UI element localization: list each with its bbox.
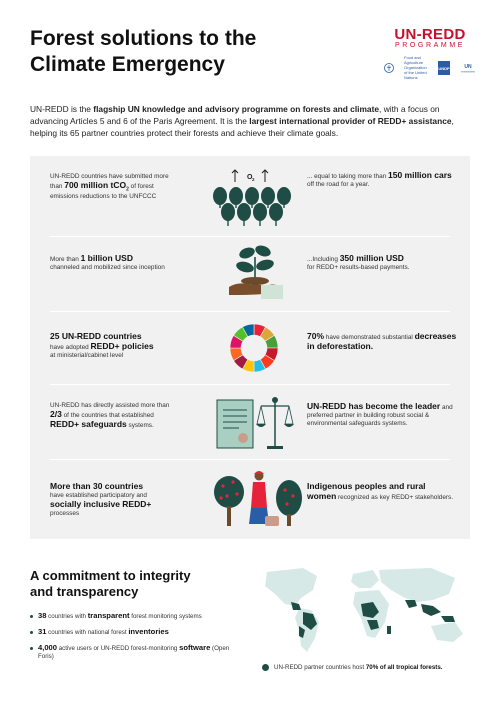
forest-co2-icon bbox=[207, 168, 297, 230]
stat-safeguards-bold: 2/3 bbox=[50, 409, 62, 419]
stat-safeguards-bold2: REDD+ safeguards bbox=[50, 419, 127, 429]
stat-cars-pre: ... equal to taking more than bbox=[307, 173, 388, 180]
legend-text-bold: 70% of all tropical forests. bbox=[365, 664, 443, 671]
bullet-text: countries with bbox=[46, 613, 88, 620]
row-divider bbox=[50, 459, 450, 460]
title-line-2: Climate Emergency bbox=[30, 53, 225, 76]
stat-safeguards bbox=[50, 402, 175, 430]
stat-inclusive bbox=[50, 482, 175, 518]
stat-deforestation-bold2: decreases in deforestation. bbox=[307, 331, 457, 351]
stat-deforestation bbox=[307, 332, 457, 352]
title-line-1: Forest solutions to the bbox=[30, 27, 257, 50]
stats-band bbox=[30, 156, 470, 539]
stat-cars-post: off the road for a year. bbox=[307, 181, 370, 188]
fao-logo-icon bbox=[384, 63, 394, 73]
stat-inclusive-bold2: socially inclusive REDD+ bbox=[50, 499, 152, 509]
intro-text-2: , with a focus on advancing Articles 5 and 6 of the Paris Agreement. It is the bbox=[30, 104, 440, 126]
stat-payments-post: for REDD+ results-based payments. bbox=[307, 264, 410, 271]
unep-logo-icon bbox=[460, 62, 476, 74]
legend-dot bbox=[262, 664, 269, 671]
stat-inclusive-bold: More than 30 countries bbox=[50, 481, 144, 491]
stat-emissions-post: of forest emissions reductions to the UNFCCC bbox=[50, 183, 157, 201]
stat-inclusive-post: processes bbox=[50, 510, 80, 517]
stat-payments-pre: ...Including bbox=[307, 256, 340, 263]
bullet-text-post: forest monitoring systems bbox=[129, 613, 202, 620]
stat-funding bbox=[50, 254, 175, 272]
stat-policies bbox=[50, 332, 175, 360]
stat-policies-post: at ministerial/cabinet level bbox=[50, 352, 124, 359]
commitment-heading-line-1: A commitment to integrity bbox=[30, 568, 191, 583]
bullet-text: countries with national forest bbox=[46, 629, 129, 636]
stat-funding-pre: More than bbox=[50, 256, 81, 263]
intro-bold-1: flagship UN knowledge and advisory programme on forests and climate bbox=[93, 104, 380, 114]
stat-policies-bold: 25 UN-REDD countries bbox=[50, 331, 142, 341]
stat-indigenous-post: recognized as key REDD+ stakeholders. bbox=[336, 494, 453, 501]
bullet-number: 38 bbox=[38, 611, 47, 620]
row-divider bbox=[50, 236, 450, 237]
svg-text:environment: environment bbox=[461, 70, 475, 73]
stat-emissions bbox=[50, 173, 175, 201]
stat-policies-bold2: REDD+ policies bbox=[90, 341, 154, 351]
stat-cars bbox=[307, 171, 457, 189]
legend-text bbox=[274, 664, 443, 671]
undp-logo-icon bbox=[438, 61, 450, 75]
woman-tree-icon bbox=[213, 468, 303, 530]
stat-safeguards-mid: of the countries that established bbox=[61, 412, 154, 419]
page-title bbox=[30, 26, 330, 78]
bullet-number: 31 bbox=[38, 627, 47, 636]
intro-paragraph bbox=[30, 103, 480, 139]
intro-bold-2: largest international provider of REDD+ assistance bbox=[249, 116, 452, 126]
stat-leader-bold: UN-REDD has become the leader bbox=[307, 401, 441, 411]
sdg-wheel-icon bbox=[228, 322, 280, 374]
stat-emissions-sub: 2 bbox=[126, 186, 129, 193]
bullet-number: 4,000 bbox=[38, 643, 58, 652]
bullet-text: active users or UN-REDD forest-monitoring bbox=[57, 645, 180, 652]
un-redd-logo bbox=[384, 26, 476, 80]
row-divider bbox=[50, 384, 450, 385]
commitment-heading bbox=[30, 568, 250, 600]
list-item bbox=[30, 628, 230, 637]
commitment-heading-line-2: and transparency bbox=[30, 584, 139, 599]
stat-funding-bold: 1 billion USD bbox=[80, 253, 133, 263]
legend-text-pre: UN-REDD partner countries host bbox=[274, 664, 366, 671]
intro-text-3: , helping its 65 partner countries protect their forests and achieve their climate goals. bbox=[30, 116, 454, 138]
partner-fao: Food and Agriculture Organization of the United Nations bbox=[404, 55, 427, 80]
bullet-text-post: (Open Foris) bbox=[38, 645, 230, 660]
list-item bbox=[30, 612, 230, 621]
svg-text:UNDP: UNDP bbox=[438, 65, 450, 71]
document-scales-icon bbox=[215, 392, 295, 454]
stat-leader bbox=[307, 402, 457, 428]
stat-emissions-pre: UN-REDD countries have submitted more than bbox=[50, 173, 169, 190]
stat-safeguards-pre: UN-REDD has directly assisted more than bbox=[50, 402, 170, 409]
intro-text-1: UN-REDD is the bbox=[30, 104, 94, 114]
stat-cars-bold: 150 million cars bbox=[388, 170, 452, 180]
hand-plant-icon bbox=[225, 243, 285, 301]
stat-leader-post: and preferred partner in building robust social & environmental safeguards systems. bbox=[307, 404, 453, 427]
stat-indigenous-bold: Indigenous peoples and rural women bbox=[307, 481, 426, 501]
logo-brand: UN-REDD bbox=[394, 26, 466, 43]
stat-safeguards-post: systems. bbox=[126, 422, 154, 429]
row-divider bbox=[50, 311, 450, 312]
stat-deforestation-bold: 70% bbox=[307, 331, 325, 341]
stat-payments-bold: 350 million USD bbox=[339, 253, 404, 263]
logo-programme: PROGRAMME bbox=[394, 42, 466, 49]
list-item bbox=[30, 644, 230, 661]
o2-label: O bbox=[247, 174, 253, 181]
commitment-section bbox=[30, 568, 250, 600]
stat-indigenous bbox=[307, 482, 457, 502]
stat-emissions-bold: 700 million tCO bbox=[64, 180, 127, 190]
o2-label-sub: 2 bbox=[252, 177, 255, 182]
stat-policies-mid: have adopted bbox=[50, 344, 91, 351]
commitment-list bbox=[30, 612, 230, 668]
stat-funding-post: channeled and mobilized since inception bbox=[50, 264, 165, 271]
bullet-bold: transparent bbox=[87, 611, 130, 620]
stat-inclusive-mid: have established participatory and bbox=[50, 492, 147, 499]
map-legend bbox=[262, 664, 487, 671]
partner-logos bbox=[384, 55, 476, 80]
bullet-bold: software bbox=[179, 643, 211, 652]
stat-payments bbox=[307, 254, 457, 272]
world-map bbox=[255, 560, 480, 660]
svg-text:UN: UN bbox=[464, 63, 472, 70]
bullet-bold: inventories bbox=[128, 627, 169, 636]
stat-deforestation-mid: have demonstrated substantial bbox=[324, 334, 415, 341]
